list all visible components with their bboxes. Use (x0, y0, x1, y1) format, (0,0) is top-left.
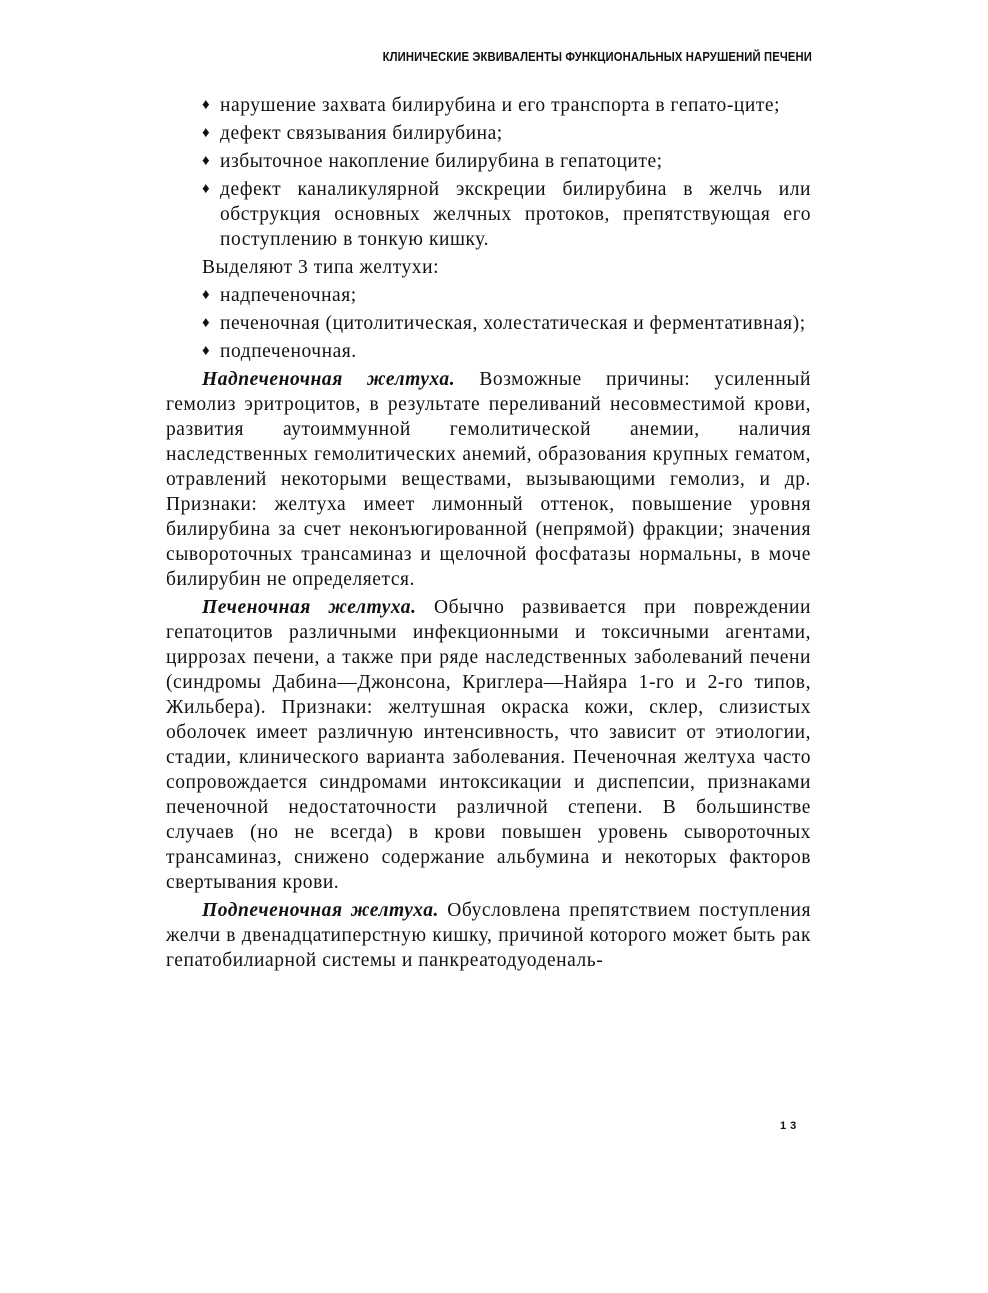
list-item: ♦ дефект связывания билирубина; (202, 123, 503, 144)
list-item: ♦ надпеченочная; (202, 285, 357, 306)
posthepatic-paragraph (166, 898, 811, 973)
section-term: Подпеченочная желтуха. (202, 900, 439, 921)
diamond-bullet-icon: ♦ (202, 287, 211, 303)
list-item: ♦ нарушение захвата билирубина и его транспорта в гепато-ците; (202, 95, 781, 116)
mechanism-list (166, 93, 811, 252)
list-item: ♦ печеночная (цитолитическая, холестатическая и ферментативная); (202, 313, 806, 334)
list-item: ♦ дефект каналикулярной экскреции билирубина в желчь или обструкция основных желчных протоков, препятствующая его поступлению в тонкую кишку. (202, 179, 811, 250)
section-text: Возможные причины: усиленный гемолиз эритроцитов, в результате переливаний несовместимой крови, развития аутоиммунной гемолитической анемии, наличия наследственных гемолитических анемий, образования крупных гематом, отравлений некоторыми веществами, вызывающими гемолиз, и др. Признаки: желтуха имеет лимонный оттенок, повышение уровня билирубина за счет неконъюгированной (непрямой) фракции; значения сывороточных трансаминаз и щелочной фосфатазы нормальны, в моче билирубин не определяется. (166, 369, 812, 590)
diamond-bullet-icon: ♦ (202, 181, 211, 197)
page-number: 13 (780, 1120, 801, 1132)
diamond-bullet-icon: ♦ (202, 125, 211, 141)
prehepatic-paragraph (166, 367, 811, 592)
section-term: Надпеченочная желтуха. (202, 369, 456, 390)
body-text (166, 93, 811, 973)
diamond-bullet-icon: ♦ (202, 315, 211, 331)
section-term: Печеночная желтуха. (202, 597, 417, 618)
hepatic-paragraph (166, 595, 811, 895)
diamond-bullet-icon: ♦ (202, 343, 211, 359)
running-head: КЛИНИЧЕСКИЕ ЭКВИВАЛЕНТЫ ФУНКЦИОНАЛЬНЫХ НАРУШЕНИЙ ПЕЧЕНИ (382, 50, 812, 64)
list-item: ♦ избыточное накопление билирубина в гепатоците; (202, 151, 663, 172)
section-text: Обычно развивается при повреждении гепатоцитов различными инфекционными и токсичными агентами, циррозах печени, а также при ряде наследственных заболеваний печени (синдромы Дабина—Джонсона, Криглера—Найяра 1-го и 2-го типов, Жильбера). Признаки: желтушная окраска кожи, склер, слизистых оболочек имеет различную интенсивность, что зависит от этиологии, стадии, клинического варианта заболевания. Печеночная желтуха часто сопровождается синдромами интоксикации и диспепсии, признаками печеночной недостаточности различной степени. В большинстве случаев (но не всегда) в крови повышен уровень сывороточных трансаминаз, снижено содержание альбумина и некоторых факторов свертывания крови. (166, 597, 811, 893)
section-text: Обусловлена препятствием поступления желчи в двенадцатиперстную кишку, причиной которого может быть рак гепатобилиарной системы и панкреатодуоденаль- (166, 900, 811, 971)
list-item: ♦ подпеченочная. (202, 341, 357, 362)
diamond-bullet-icon: ♦ (202, 97, 211, 113)
diamond-bullet-icon: ♦ (202, 153, 211, 169)
jaundice-types-list (166, 283, 811, 364)
types-intro: Выделяют 3 типа желтухи: (202, 257, 440, 278)
